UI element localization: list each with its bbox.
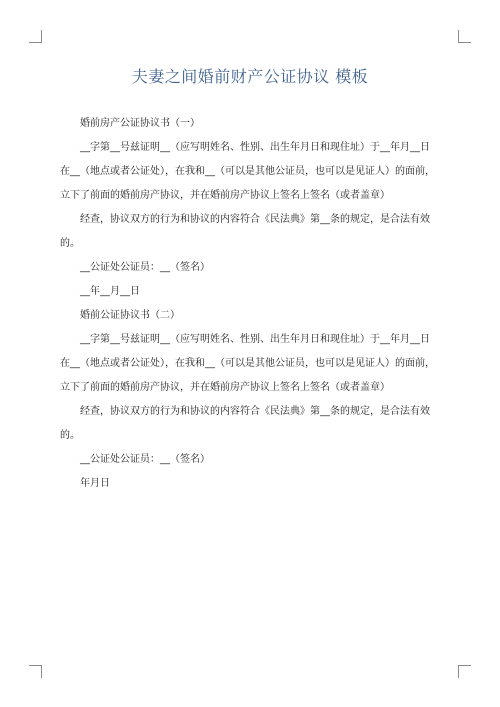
crop-mark-bottom-left (29, 665, 42, 678)
document-body (60, 112, 442, 496)
crop-mark-top-left (29, 30, 42, 43)
paragraph-line: 的。 (60, 238, 80, 249)
notary-signature-line: __公证处公证员：__（签名） (80, 454, 210, 465)
section-heading: 婚前公证协议书（二） (80, 310, 180, 321)
section-heading: 婚前房产公证协议书（一） (80, 118, 200, 129)
paragraph-line: 经查，协议双方的行为和协议的内容符合《民法典》第__条的规定，是合法有效 (80, 214, 430, 225)
paragraph-line: 立下了前面的婚前房产协议，并在婚前房产协议上签名上签名（或者盖章） (60, 190, 390, 201)
crop-mark-top-right (458, 30, 471, 43)
crop-mark-bottom-right (458, 665, 471, 678)
paragraph-line: 在__（地点或者公证处），在我和__（可以是其他公证员，也可以是见证人）的面前， (60, 166, 435, 177)
paragraph-line: 经查，协议双方的行为和协议的内容符合《民法典》第__条的规定，是合法有效 (80, 406, 430, 417)
paragraph-line: __字第__号兹证明__（应写明姓名、性别、出生年月日和现住址）于__年月__日 (80, 142, 430, 153)
paragraph-line: __字第__号兹证明__（应写明姓名、性别、出生年月日和现住址）于__年月__日 (80, 334, 430, 345)
date-line: 年月日 (80, 478, 110, 489)
document-title: 夫妻之间婚前财产公证协议 模板 (131, 67, 369, 86)
paragraph-line: 立下了前面的婚前房产协议，并在婚前房产协议上签名上签名（或者盖章） (60, 382, 390, 393)
paragraph-line: 在__（地点或者公证处），在我和__（可以是其他公证员，也可以是见证人）的面前， (60, 358, 435, 369)
date-line: __年__月__日 (80, 286, 140, 297)
notary-signature-line: __公证处公证员：__（签名） (80, 262, 210, 273)
paragraph-line: 的。 (60, 430, 80, 441)
